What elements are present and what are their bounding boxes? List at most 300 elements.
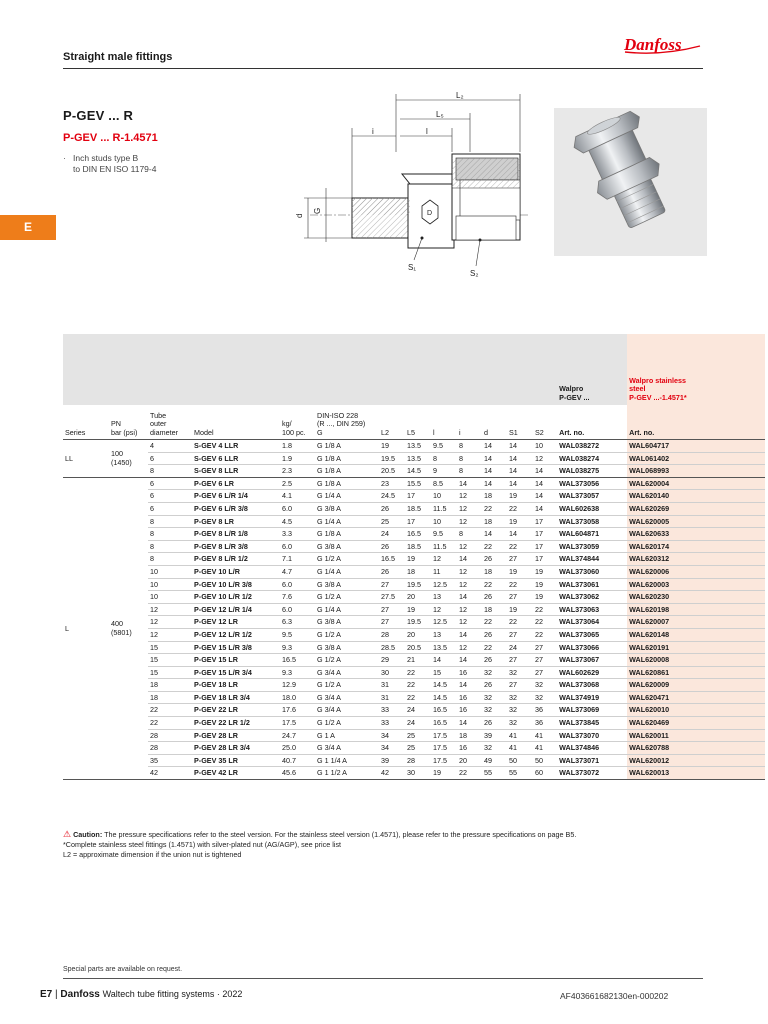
table-cell: 25: [405, 742, 431, 755]
table-cell: 25.0: [280, 742, 315, 755]
table-cell: 14: [482, 440, 507, 453]
table-row: [63, 490, 765, 503]
table-cell: 22: [482, 616, 507, 629]
table-cell: 14: [457, 553, 482, 566]
table-cell: 41: [533, 742, 557, 755]
special-parts-note: Special parts are available on request.: [63, 966, 183, 973]
model-cell: P-GEV 8 L/R 3/8: [192, 540, 280, 553]
table-cell: 42: [148, 767, 192, 780]
table-cell: 55: [507, 767, 533, 780]
danfoss-logo: [622, 32, 702, 56]
table-cell: 13: [431, 628, 457, 641]
art-no-cell: WAL373063: [557, 603, 627, 616]
table-cell: 18.0: [280, 691, 315, 704]
table-cell: G 1/8 A: [315, 465, 379, 478]
table-cell: 50: [507, 754, 533, 767]
table-cell: 6: [148, 477, 192, 490]
table-row: [63, 591, 765, 604]
table-cell: 24: [405, 717, 431, 730]
column-header: PN bar (psi): [109, 405, 148, 440]
table-cell: 22: [482, 502, 507, 515]
table-row: [63, 717, 765, 730]
table-cell: 17.5: [431, 754, 457, 767]
table-cell: G 3/4 A: [315, 704, 379, 717]
table-row: [63, 553, 765, 566]
model-cell: P-GEV 10 L/R 1/2: [192, 591, 280, 604]
art-no-stainless-cell: WAL620008: [627, 654, 765, 667]
table-cell: 34: [379, 729, 405, 742]
table-cell: 14: [457, 591, 482, 604]
table-cell: 21: [405, 654, 431, 667]
pn-cell: 400 (5801): [109, 477, 148, 779]
table-cell: 20: [405, 628, 431, 641]
footer-left: [40, 989, 242, 1000]
table-cell: G 1 1/4 A: [315, 754, 379, 767]
label-S2: S₂: [470, 269, 479, 278]
table-cell: 15.5: [405, 477, 431, 490]
table-cell: 6.0: [280, 540, 315, 553]
stainless-note: *Complete stainless steel fittings (1.4571) with silver-plated nut (AG/AGP), see price list: [63, 840, 342, 849]
table-row: [63, 440, 765, 453]
table-cell: 19: [431, 767, 457, 780]
table-cell: 16.5: [379, 553, 405, 566]
table-cell: 9.3: [280, 641, 315, 654]
table-cell: 24.5: [379, 490, 405, 503]
model-cell: P-GEV 18 LR 3/4: [192, 691, 280, 704]
header-walpro-stainless: Walpro stainless steel P-GEV ...-1.4571*: [627, 334, 765, 405]
table-cell: 16.5: [431, 704, 457, 717]
table-cell: 27: [379, 603, 405, 616]
table-cell: 17: [533, 515, 557, 528]
page-number: E7: [40, 989, 53, 1000]
table-cell: 15: [431, 666, 457, 679]
table-cell: 27: [533, 641, 557, 654]
art-no-cell: WAL602638: [557, 502, 627, 515]
table-header-top: [63, 334, 765, 405]
table-cell: 14: [482, 452, 507, 465]
table-cell: 16.5: [405, 528, 431, 541]
table-cell: 14: [482, 528, 507, 541]
art-no-stainless-cell: WAL620633: [627, 528, 765, 541]
art-no-cell: WAL373064: [557, 616, 627, 629]
table-cell: 22: [482, 540, 507, 553]
column-header: L5: [405, 405, 431, 440]
art-no-stainless-cell: WAL620788: [627, 742, 765, 755]
table-row: [63, 465, 765, 478]
table-cell: 14.5: [431, 691, 457, 704]
table-cell: 15: [148, 666, 192, 679]
table-cell: 12: [148, 628, 192, 641]
table-cell: 19.5: [405, 578, 431, 591]
table-cell: 41: [507, 729, 533, 742]
column-header: DIN-ISO 228 (R ..., DIN 259) G: [315, 405, 379, 440]
model-cell: S-GEV 4 LLR: [192, 440, 280, 453]
table-row: [63, 616, 765, 629]
table-cell: 29: [379, 654, 405, 667]
table-cell: 12: [457, 616, 482, 629]
pn-cell: 100 (1450): [109, 440, 148, 478]
column-header: L2: [379, 405, 405, 440]
table-cell: 12: [148, 603, 192, 616]
table-cell: 14: [507, 440, 533, 453]
table-row: [63, 628, 765, 641]
table-cell: 15: [148, 654, 192, 667]
table-cell: 17: [405, 490, 431, 503]
column-header: i: [457, 405, 482, 440]
table-cell: 28: [379, 628, 405, 641]
table-cell: 19: [533, 591, 557, 604]
column-header: Art. no.: [627, 405, 765, 440]
table-cell: 14.5: [431, 679, 457, 692]
table-cell: G 3/8 A: [315, 540, 379, 553]
table-cell: 14: [482, 465, 507, 478]
model-cell: P-GEV 8 L/R 1/2: [192, 553, 280, 566]
table-cell: 32: [482, 742, 507, 755]
art-no-cell: WAL373056: [557, 477, 627, 490]
table-cell: 26: [482, 628, 507, 641]
series-cell: LL: [63, 440, 109, 478]
table-row: [63, 528, 765, 541]
art-no-cell: WAL602629: [557, 666, 627, 679]
table-cell: G 1/8 A: [315, 528, 379, 541]
table-cell: 12: [431, 553, 457, 566]
model-cell: P-GEV 22 LR 1/2: [192, 717, 280, 730]
model-cell: P-GEV 12 LR: [192, 616, 280, 629]
table-cell: 14: [482, 477, 507, 490]
table-cell: 6.3: [280, 616, 315, 629]
table-cell: 6: [148, 452, 192, 465]
table-cell: G 1/8 A: [315, 440, 379, 453]
table-cell: 19: [379, 440, 405, 453]
table-cell: 30: [379, 666, 405, 679]
table-cell: 4.1: [280, 490, 315, 503]
table-cell: 39: [482, 729, 507, 742]
label-D: D: [427, 210, 433, 217]
table-cell: 35: [148, 754, 192, 767]
model-cell: P-GEV 6 LR: [192, 477, 280, 490]
model-cell: P-GEV 28 LR: [192, 729, 280, 742]
table-cell: 27: [379, 578, 405, 591]
table-cell: 27: [507, 679, 533, 692]
section-tab-e[interactable]: E: [0, 215, 56, 240]
table-cell: 14: [457, 628, 482, 641]
table-cell: 22: [148, 717, 192, 730]
table-cell: 26: [482, 717, 507, 730]
bullet-item: to DIN EN ISO 1179-4: [73, 164, 157, 174]
column-header: S2: [533, 405, 557, 440]
svg-text:Danfoss: Danfoss: [624, 35, 682, 54]
table-cell: 27: [379, 616, 405, 629]
doc-code: AF403661682130en-000202: [560, 991, 669, 1001]
art-no-stainless-cell: WAL620140: [627, 490, 765, 503]
table-cell: 8: [148, 515, 192, 528]
table-cell: 19: [533, 578, 557, 591]
table-cell: 15: [148, 641, 192, 654]
column-header: Art. no.: [557, 405, 627, 440]
art-no-cell: WAL373069: [557, 704, 627, 717]
table-cell: G 1/4 A: [315, 603, 379, 616]
art-no-cell: WAL038274: [557, 452, 627, 465]
art-no-cell: WAL373068: [557, 679, 627, 692]
table-row: [63, 767, 765, 780]
table-cell: G 1/2 A: [315, 591, 379, 604]
table-cell: 14.5: [405, 465, 431, 478]
table-row: [63, 704, 765, 717]
table-row: [63, 679, 765, 692]
art-no-cell: WAL373066: [557, 641, 627, 654]
column-header: Series: [63, 405, 109, 440]
table-cell: 18: [482, 515, 507, 528]
table-cell: 20: [405, 591, 431, 604]
table-cell: 36: [533, 717, 557, 730]
label-G: G: [313, 207, 322, 214]
series-cell: L: [63, 477, 109, 779]
table-cell: 8: [457, 465, 482, 478]
table-cell: 32: [533, 691, 557, 704]
table-row: [63, 641, 765, 654]
table-cell: 19.5: [405, 616, 431, 629]
table-cell: 14: [431, 654, 457, 667]
table-cell: 18.5: [405, 540, 431, 553]
table-cell: 8: [431, 452, 457, 465]
table-cell: 22: [533, 616, 557, 629]
table-cell: 31: [379, 691, 405, 704]
table-cell: 6.0: [280, 578, 315, 591]
table-cell: 19: [507, 515, 533, 528]
table-cell: 26: [379, 540, 405, 553]
table-cell: 32: [482, 691, 507, 704]
table-row: [63, 742, 765, 755]
table-cell: 27: [533, 666, 557, 679]
table-cell: 20.5: [405, 641, 431, 654]
table-cell: 26: [482, 654, 507, 667]
model-cell: P-GEV 42 LR: [192, 767, 280, 780]
table-cell: 22: [405, 679, 431, 692]
table-cell: 16: [457, 691, 482, 704]
column-header: Model: [192, 405, 280, 440]
table-cell: 18.5: [405, 502, 431, 515]
section-title: Straight male fittings: [63, 51, 173, 63]
header-walpro: Walpro P-GEV ...: [557, 334, 627, 405]
table-cell: 31: [379, 679, 405, 692]
table-row: [63, 452, 765, 465]
table-cell: 19: [533, 565, 557, 578]
model-cell: P-GEV 15 L/R 3/4: [192, 666, 280, 679]
art-no-cell: WAL604871: [557, 528, 627, 541]
label-i: i: [372, 127, 374, 136]
art-no-stainless-cell: WAL604717: [627, 440, 765, 453]
table-cell: 22: [482, 641, 507, 654]
model-cell: P-GEV 10 L/R 3/8: [192, 578, 280, 591]
art-no-cell: WAL373057: [557, 490, 627, 503]
table-cell: 55: [482, 767, 507, 780]
table-cell: 14: [507, 528, 533, 541]
technical-drawing: [290, 88, 530, 284]
table-cell: 20.5: [379, 465, 405, 478]
table-cell: 10: [431, 490, 457, 503]
table-cell: 12: [148, 616, 192, 629]
table-cell: 10: [148, 578, 192, 591]
table-cell: G 1 A: [315, 729, 379, 742]
table-cell: G 1/2 A: [315, 717, 379, 730]
table-cell: 17.6: [280, 704, 315, 717]
fitting-photo-image: [554, 108, 707, 256]
art-no-stainless-cell: WAL620469: [627, 717, 765, 730]
table-cell: 27: [507, 591, 533, 604]
table-cell: 17.5: [431, 729, 457, 742]
table-cell: 26: [482, 591, 507, 604]
table-cell: G 1/8 A: [315, 477, 379, 490]
table-cell: 13: [431, 591, 457, 604]
table-row: [63, 502, 765, 515]
column-header: kg/ 100 pc.: [280, 405, 315, 440]
table-cell: 17: [533, 528, 557, 541]
art-no-stainless-cell: WAL620174: [627, 540, 765, 553]
table-cell: 12: [457, 502, 482, 515]
table-cell: 14: [533, 465, 557, 478]
table-cell: 22: [533, 628, 557, 641]
table-cell: 13.5: [405, 452, 431, 465]
table-cell: 32: [533, 679, 557, 692]
bullet-item: · Inch studs type B: [63, 153, 139, 163]
table-cell: G 3/4 A: [315, 691, 379, 704]
table-cell: 28: [148, 742, 192, 755]
art-no-cell: WAL373062: [557, 591, 627, 604]
table-row: [63, 565, 765, 578]
art-no-cell: WAL374919: [557, 691, 627, 704]
table-cell: 11: [431, 565, 457, 578]
table-cell: 26: [379, 502, 405, 515]
table-cell: 24.7: [280, 729, 315, 742]
table-cell: 12: [533, 452, 557, 465]
table-cell: 8: [148, 540, 192, 553]
table-cell: 14: [533, 502, 557, 515]
column-header: S1: [507, 405, 533, 440]
table-cell: 18: [482, 490, 507, 503]
table-cell: 14: [507, 477, 533, 490]
table-cell: G 1/2 A: [315, 679, 379, 692]
table-row: [63, 578, 765, 591]
table-cell: 60: [533, 767, 557, 780]
column-header: d: [482, 405, 507, 440]
table-cell: 18: [148, 691, 192, 704]
art-no-cell: WAL373070: [557, 729, 627, 742]
table-row: [63, 603, 765, 616]
table-cell: 1.8: [280, 440, 315, 453]
table-cell: G 1/2 A: [315, 553, 379, 566]
l2-note: L2 = approximate dimension if the union nut is tightened: [63, 850, 242, 859]
table-cell: 17.5: [431, 742, 457, 755]
table-cell: G 1/4 A: [315, 490, 379, 503]
label-L5: L₅: [436, 110, 444, 119]
table-cell: 12: [457, 578, 482, 591]
table-cell: 9.5: [431, 440, 457, 453]
art-no-stainless-cell: WAL620471: [627, 691, 765, 704]
table-cell: 18: [405, 565, 431, 578]
table-cell: 6.0: [280, 502, 315, 515]
table-cell: 8: [457, 528, 482, 541]
art-no-stainless-cell: WAL620003: [627, 578, 765, 591]
model-cell: P-GEV 22 LR: [192, 704, 280, 717]
table-cell: 24: [379, 528, 405, 541]
table-row: [63, 666, 765, 679]
table-cell: 26: [482, 553, 507, 566]
table-cell: 28: [148, 729, 192, 742]
table-cell: 49: [482, 754, 507, 767]
table-cell: 14: [507, 465, 533, 478]
product-photo: [554, 108, 707, 256]
table-cell: 7.6: [280, 591, 315, 604]
model-cell: S-GEV 6 LLR: [192, 452, 280, 465]
table-cell: 14: [533, 477, 557, 490]
table-cell: 22: [405, 666, 431, 679]
table-cell: 23: [379, 477, 405, 490]
art-no-stainless-cell: WAL620006: [627, 565, 765, 578]
table-cell: 6.0: [280, 603, 315, 616]
table-cell: 28: [405, 754, 431, 767]
table-cell: 41: [533, 729, 557, 742]
model-cell: P-GEV 35 LR: [192, 754, 280, 767]
table-cell: 22: [533, 603, 557, 616]
table-cell: 14: [507, 452, 533, 465]
model-cell: P-GEV 15 LR: [192, 654, 280, 667]
label-S1: S₁: [408, 263, 417, 272]
table-cell: 10: [148, 565, 192, 578]
table-cell: G 1/4 A: [315, 515, 379, 528]
table-cell: 17: [533, 553, 557, 566]
table-cell: G 1/4 A: [315, 565, 379, 578]
column-header: l: [431, 405, 457, 440]
table-cell: 6: [148, 502, 192, 515]
table-row: [63, 540, 765, 553]
table-cell: 33: [379, 717, 405, 730]
table-cell: 19: [405, 603, 431, 616]
table-cell: 18: [457, 729, 482, 742]
footer-rule: [63, 978, 703, 979]
table-cell: 50: [533, 754, 557, 767]
art-no-stainless-cell: WAL620191: [627, 641, 765, 654]
table-cell: 30: [405, 767, 431, 780]
table-cell: G 1/2 A: [315, 654, 379, 667]
column-header: Tube outer diameter: [148, 405, 192, 440]
table-cell: 9: [431, 465, 457, 478]
table-cell: 14: [457, 717, 482, 730]
table-cell: 25: [405, 729, 431, 742]
table-cell: 26: [482, 679, 507, 692]
table-row: [63, 515, 765, 528]
product-bullets: [63, 153, 156, 175]
table-cell: 8: [457, 440, 482, 453]
table-cell: 32: [507, 691, 533, 704]
table-cell: 27: [507, 628, 533, 641]
footer-brand: Danfoss: [60, 989, 100, 1000]
art-no-stainless-cell: WAL620004: [627, 477, 765, 490]
table-cell: 32: [507, 666, 533, 679]
model-cell: P-GEV 15 L/R 3/8: [192, 641, 280, 654]
art-no-stainless-cell: WAL620230: [627, 591, 765, 604]
table-cell: 4.7: [280, 565, 315, 578]
table-cell: 12.5: [431, 578, 457, 591]
table-cell: 9.5: [280, 628, 315, 641]
table-cell: 22: [507, 502, 533, 515]
table-cell: 41: [507, 742, 533, 755]
table-cell: 12.5: [431, 616, 457, 629]
table-row: [63, 729, 765, 742]
table-cell: 24: [405, 704, 431, 717]
table-cell: 17.5: [280, 717, 315, 730]
table-cell: 19: [507, 603, 533, 616]
model-cell: P-GEV 12 L/R 1/4: [192, 603, 280, 616]
